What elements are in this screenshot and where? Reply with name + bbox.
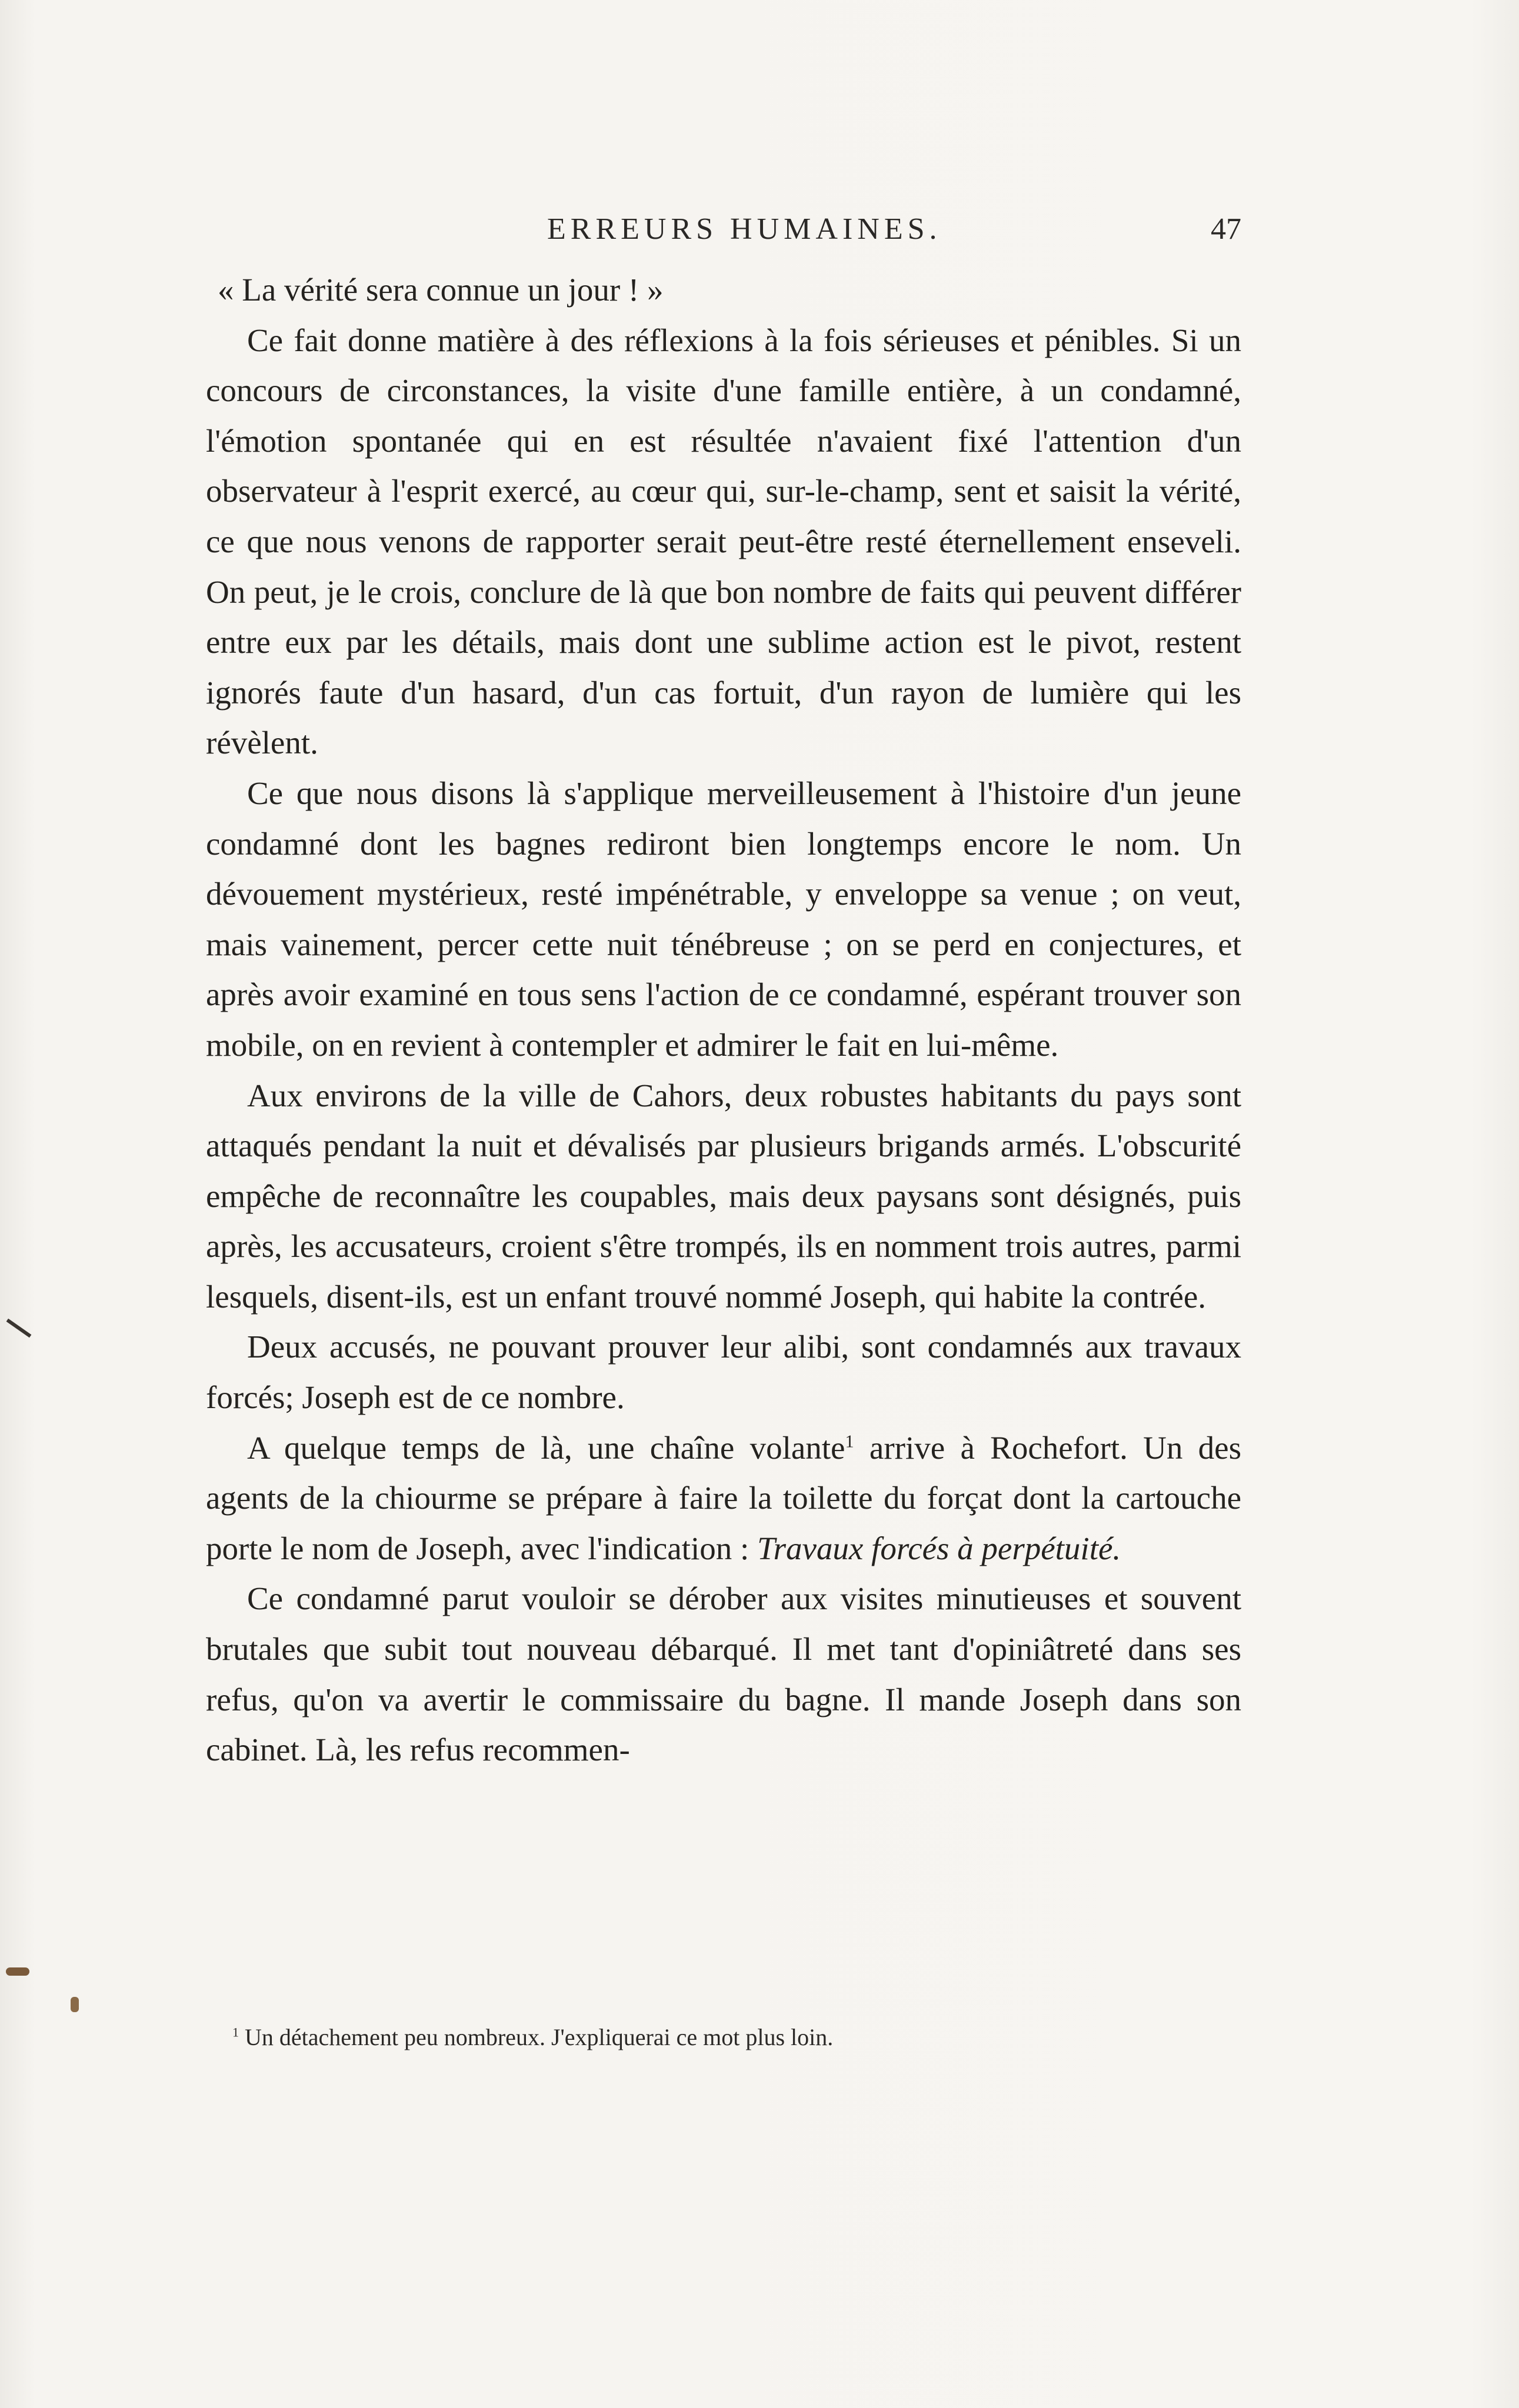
margin-mark (6, 1319, 32, 1338)
footnote-number: 1 (232, 2025, 239, 2040)
paragraph-7: Ce condamné parut vouloir se dérober aux visites minutieuses et souvent brutales que subit tout nouveau débarqué. Il met tant d'opiniâtreté dans ses refus, qu'on va avertir le commissaire du bagne. Il mande Joseph dans son cabinet. Là, les refus recommen- (206, 1580, 1241, 1768)
paragraph-2: Ce fait donne matière à des réflexions à la fois sérieuses et pénibles. Si un concours de circonstances, la visite d'une famille entière, à un condamné, l'émotion spontanée qui en est résultée n'avaient fixé l'attention d'un observateur à l'esprit exercé, au cœur qui, sur-le-champ, sent et saisit la vérité, ce que nous venons de rapporter serait peut-être resté éternellement enseveli. On peut, je le crois, conclure de là que bon nombre de faits qui peuvent différer entre eux par les détails, mais dont une sublime action est le pivot, restent ignorés faute d'un hasard, d'un cas fortuit, d'un rayon de lumière qui les révèlent. (206, 322, 1241, 761)
margin-mark (6, 1967, 29, 1976)
paragraph-4: Aux environs de la ville de Cahors, deux robustes habitants du pays sont attaqués pendant la nuit et dévalisés par plusieurs brigands armés. L'obscurité empêche de reconnaître les coupables, mais deux paysans sont désignés, puis après, les accusateurs, croient s'être trompés, ils en nomment trois autres, parmi lesquels, disent-ils, est un enfant trouvé nommé Joseph, qui habite la contrée. (206, 1077, 1241, 1315)
margin-mark (71, 1997, 79, 2012)
footnote (232, 2023, 1291, 2051)
paragraph-3: Ce que nous disons là s'applique merveilleusement à l'histoire d'un jeune condamné dont les bagnes rediront bien longtemps encore le nom. Un dévouement mystérieux, resté impénétrable, y enveloppe sa venue ; on veut, mais vainement, percer cette nuit ténébreuse ; on se perd en conjectures, et après avoir examiné en tous sens l'action de ce condamné, espérant trouver son mobile, on en revient à contempler et admirer le fait en lui-même. (206, 775, 1241, 1063)
paragraph-1: « La vérité sera connue un jour ! » (218, 272, 664, 308)
paragraph-6-start: A quelque temps de là, une chaîne volante (247, 1429, 845, 1466)
paragraph-6-middle: arrive à Rochefort. Un des agents de la chiourme se prépare à faire la toilette du forçat dont la cartouche porte le nom de Joseph, avec l'indication : (206, 1429, 1241, 1566)
body-text (206, 265, 1241, 1775)
page-header (206, 212, 1241, 265)
paragraph-6 (206, 1423, 1241, 1574)
paragraph-6-italic: Travaux forcés à perpétuité. (757, 1530, 1121, 1566)
footnote-reference: 1 (845, 1431, 854, 1452)
page-number: 47 (1211, 212, 1241, 246)
paragraph-5: Deux accusés, ne pouvant prouver leur alibi, sont condamnés aux travaux forcés; Joseph est de ce nombre. (206, 1329, 1241, 1416)
running-title: ERREURS HUMAINES. (547, 212, 942, 246)
footnote-text: Un détachement peu nombreux. J'expliquerai ce mot plus loin. (239, 2024, 834, 2050)
